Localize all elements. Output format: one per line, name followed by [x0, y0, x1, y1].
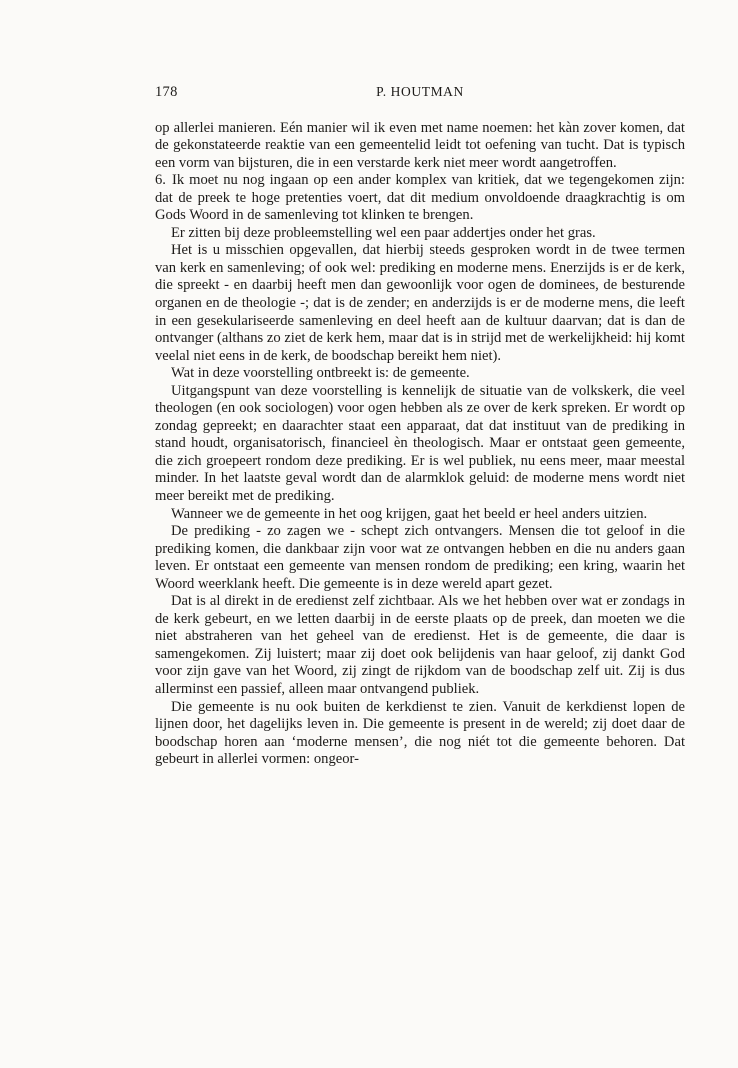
- paragraph: Wat in deze voorstelling ontbreekt is: de gemeente.: [171, 365, 470, 382]
- page-header: [155, 84, 685, 104]
- paragraph: De prediking - zo zagen we - schept zich ontvangers. Mensen die tot geloof in die prediking komen, die dankbaar zijn voor wat ze ontvangen hebben en die nu anders gaan leven. Er ontstaat een gemeente van mensen rondom de prediking; een kring, waarin het Woord weerklank heeft. Die gemeente is in deze wereld apart gezet.: [155, 523, 685, 592]
- page-number: 178: [155, 84, 178, 100]
- numbered-paragraph: [155, 172, 685, 225]
- paragraph: Die gemeente is nu ook buiten de kerkdienst te zien. Vanuit de kerkdienst lopen de lijnen door, het dagelijks leven in. Die gemeente is present in de wereld; zij doet daar de boodschap horen aan ‘moderne mensen’, die nog niét tot die gemeente behoren. Dat gebeurt in allerlei vormen: ongeor-: [155, 698, 685, 768]
- paragraph-text: Ik moet nu nog ingaan op een ander komplex van kritiek, dat we tegengekomen zijn: dat de preek te hoge pretenties voert, dat dit medium onvoldoende draagkrachtig is om Gods Woord in de samenleving tot klinken te brengen.: [155, 172, 685, 224]
- paragraph: Uitgangspunt van deze voorstelling is kennelijk de situatie van de volkskerk, die veel theologen (en ook sociologen) voor ogen hebben als ze over de kerk spreken. Er wordt op zondag gepreekt; en daarachter staat een apparaat, dat dat instituut van de prediking in stand houdt, organisatorisch, financieel èn theologisch. Maar er ontstaat geen gemeente, die zich groepeert rondom deze prediking. Er is wel publiek, nu eens meer, maar meestal minder. In het laatste geval wordt dan de alarmklok geluid: de moderne mens wordt niet meer bereikt met de prediking.: [155, 382, 685, 504]
- running-head-author: P. HOUTMAN: [376, 84, 464, 99]
- paragraph: op allerlei manieren. Eén manier wil ik even met name noemen: het kàn zover komen, dat de gekonstateerde reaktie van een gemeentelid leidt tot oefening van tucht. Dat is typisch een vorm van bijsturen, die in een verstarde kerk niet meer wordt aangetroffen.: [155, 119, 685, 171]
- paragraph: Dat is al direkt in de eredienst zelf zichtbaar. Als we het hebben over wat er zondags in de kerk gebeurt, en we letten daarbij in de eerste plaats op de preek, dan moeten we die niet abstraheren van het geheel van de eredienst. Het is de gemeente, die daar is samengekomen. Zij luistert; maar zij doet ook belijdenis van haar geloof, zij dankt God voor zijn gave van het Woord, zij zingt de rijkdom van de boodschap zelf uit. Zij is dus allerminst een passief, alleen maar ontvangend publiek.: [155, 593, 685, 697]
- paragraph: Er zitten bij deze probleemstelling wel een paar addertjes onder het gras.: [171, 224, 596, 241]
- paragraph: Wanneer we de gemeente in het oog krijgen, gaat het beeld er heel anders uitzien.: [171, 505, 648, 522]
- body-text: [155, 120, 685, 769]
- section-number: 6.: [155, 172, 166, 189]
- paragraph: Het is u misschien opgevallen, dat hierbij steeds gesproken wordt in de twee termen van kerk en samenleving; of ook wel: prediking en moderne mens. Enerzijds is er de kerk, die spreekt - en daarbij heeft men dan gewoonlijk voor ogen de dominees, de besturende organen en de theologie -; dat is de zender; en anderzijds is er de moderne mens, die leeft in een gesekulariseerde samenleving en deel heeft aan de kultuur daarvan; dat is dan de ontvanger (althans zo ziet de kerk hem, maar dat is in strijd met de werkelijkheid: hij komt veelal niet eens in de kerk, de boodschap bereikt hem niet).: [155, 242, 685, 364]
